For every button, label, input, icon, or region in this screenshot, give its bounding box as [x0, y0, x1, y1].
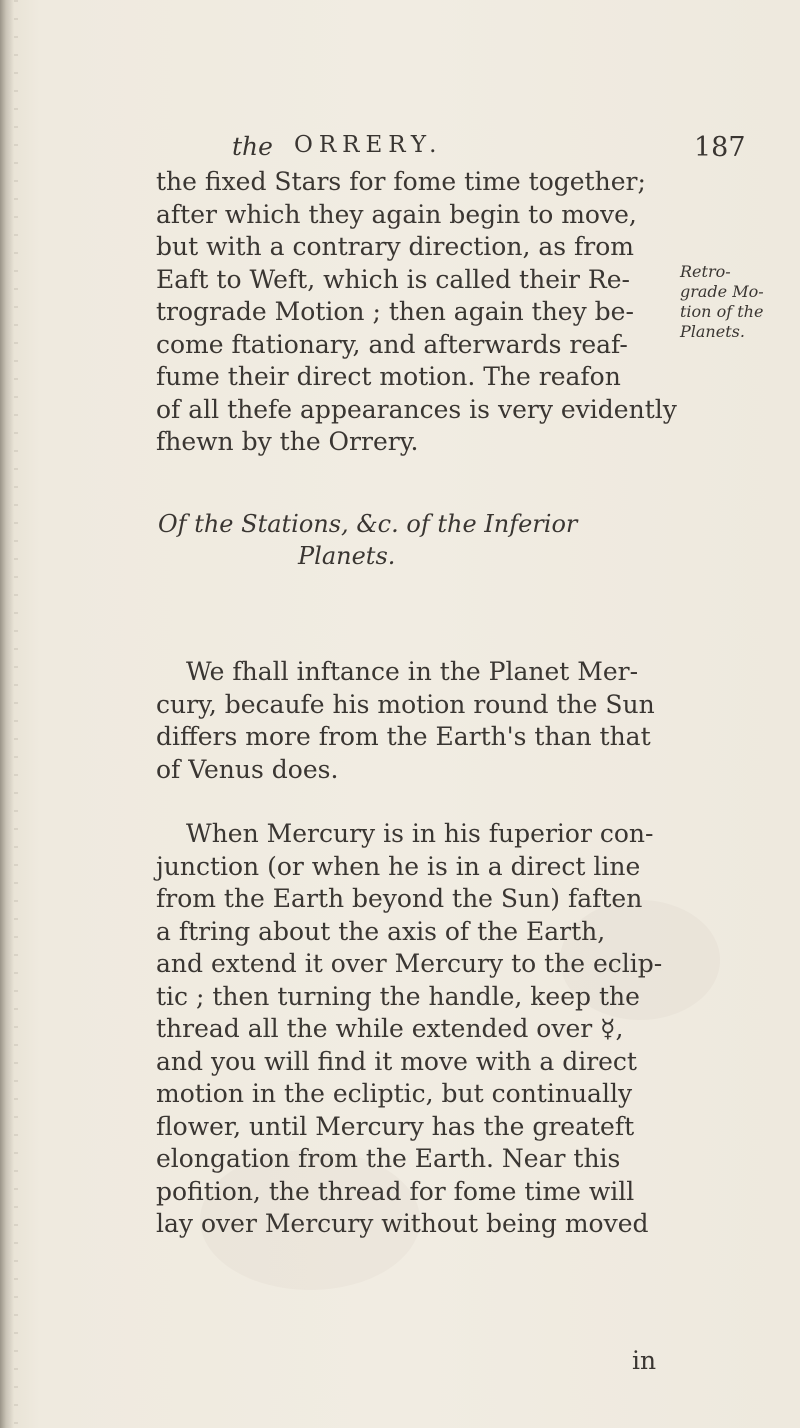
catchword: in [632, 1346, 657, 1375]
running-head-title: ORRERY. [294, 132, 443, 158]
page-number: 187 [694, 132, 746, 163]
margin-note-line: Planets. [680, 322, 745, 341]
margin-note-line: tion of the [680, 302, 764, 321]
page-gutter-texture [14, 0, 18, 1428]
text-line: pofition, the thread for fome time will [156, 1176, 635, 1206]
text-line: trograde Motion ; then again they be- [156, 297, 634, 326]
text-line: the fixed Stars for fome time together; [156, 167, 646, 196]
running-head [232, 132, 746, 166]
text-line: of Venus does. [156, 754, 339, 784]
text-line: fhewn by the Orrery. [156, 427, 419, 456]
text-line: come ftationary, and afterwards reaf- [156, 329, 628, 359]
text-line: tic ; then turning the handle, keep the [156, 981, 640, 1011]
text-line: from the Earth beyond the Sun) faften [156, 884, 643, 913]
text-line: lay over Mercury without being moved [156, 1209, 649, 1238]
margin-note-line: grade Mo- [680, 282, 764, 301]
margin-note-line: Retro- [680, 262, 731, 281]
text-line: We fhall inftance in the Planet Mer- [186, 657, 639, 686]
paragraph-mercury-instance [156, 656, 676, 786]
section-heading-line2: Planets. [298, 542, 396, 570]
text-line: elongation from the Earth. Near this [156, 1144, 621, 1173]
paragraph-retrograde [156, 166, 676, 459]
section-heading [148, 508, 688, 572]
margin-note [680, 262, 795, 342]
paragraph-superior-conjunction [156, 818, 676, 1241]
text-line: junction (or when he is in a direct line [156, 851, 641, 881]
text-line: and you will find it move with a direct [156, 1046, 637, 1076]
text-line: differs more from the Earth's than that [156, 722, 651, 751]
text-line: but with a contrary direction, as from [156, 232, 634, 261]
text-line: thread all the while extended over ☿, [156, 1014, 624, 1043]
text-line: cury, becaufe his motion round the Sun [156, 689, 655, 719]
running-head-article: the [232, 132, 273, 161]
text-line: after which they again begin to move, [156, 199, 637, 229]
text-line: a ftring about the axis of the Earth, [156, 916, 606, 946]
text-line: fume their direct motion. The reafon [156, 362, 621, 391]
text-line: of all thefe appearances is very evidently [156, 394, 677, 424]
text-line: When Mercury is in his fuperior con- [186, 819, 654, 848]
text-line: flower, until Mercury has the greateft [156, 1111, 635, 1141]
text-line: and extend it over Mercury to the eclip- [156, 949, 663, 978]
page-gutter-shadow [0, 0, 14, 1428]
section-heading-line1: Of the Stations, &c. of the Inferior [158, 510, 578, 538]
text-line: motion in the ecliptic, but continually [156, 1079, 633, 1108]
text-line: Eaft to Weft, which is called their Re- [156, 264, 630, 294]
